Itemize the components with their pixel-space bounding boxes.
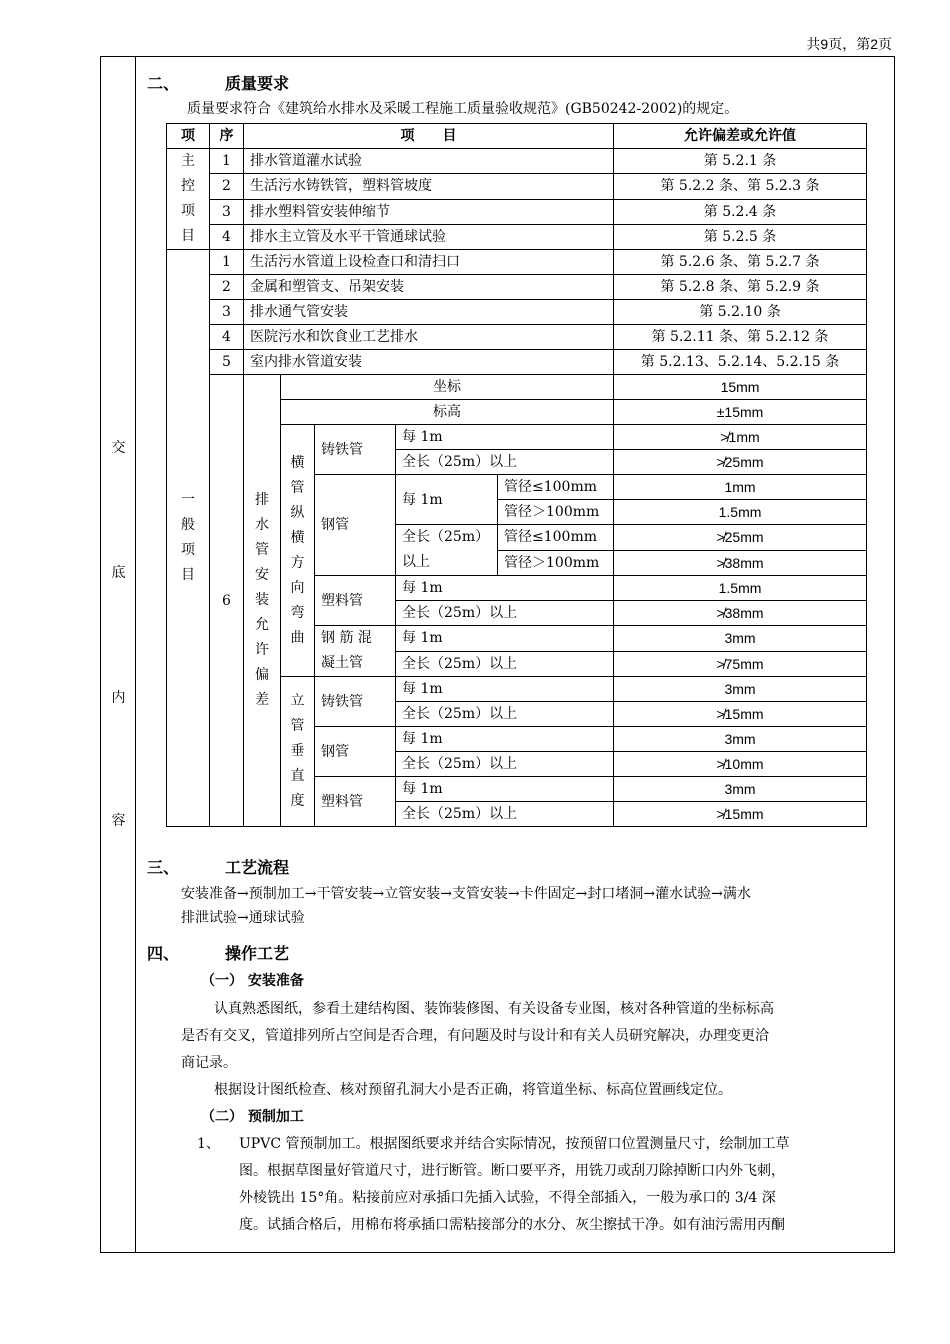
measure-label: 每 1m [396,475,498,525]
measure-label: 每 1m [396,425,614,450]
row-item: 金属和塑管支、吊架安装 [244,275,614,300]
row-value: 3mm [614,626,867,652]
row-number: 1 [210,149,244,174]
row-value: 15mm [614,375,867,400]
section-3-number: 三、 [147,858,180,877]
paragraph-line: 根据设计图纸检查、核对预留孔洞大小是否正确，将管道坐标、标高位置画线定位。 [214,1082,732,1098]
measure-label: 全长（25m）以上 [396,651,614,677]
paragraph-line: 是否有交叉，管道排列所占空间是否合理，有问题及时与设计和有关人员研究解决，办理变更洽 [181,1028,769,1044]
drain-deviation-label: 排 水 管 安 装 允 许 偏 差 [244,375,281,827]
diameter-label: 管径＞100mm [498,550,614,576]
section-2-number: 二、 [147,74,180,93]
section-3-heading: 工艺流程 [225,858,290,877]
row-value: 1mm [614,475,867,500]
diameter-label: 管径≤100mm [498,475,614,500]
row-number: 3 [210,300,244,325]
row-value: 3mm [614,677,867,702]
side-column [101,57,136,1252]
table-row [167,149,867,174]
measure-label: 全长（25m） 以上 [396,525,498,576]
measure-label: 全长（25m）以上 [396,802,614,827]
row-value: 第 5.2.10 条 [614,300,867,325]
row-number: 1 [210,250,244,275]
row-value: ≯10mm [614,752,867,777]
row-item: 排水主立管及水平干管通球试验 [244,224,614,249]
row-value: ±15mm [614,400,867,425]
row-value: ≯1mm [614,425,867,450]
process-flow-line: 排泄试验→通球试验 [181,910,305,926]
paragraph-line: 图。根据草图量好管道尺寸，进行断管。断口要平齐，用铣刀或刮刀除掉断口内外飞刺， [239,1163,785,1179]
table-row [167,174,867,199]
pipe-type: 铸铁管 [315,425,396,475]
table-row [167,275,867,300]
row-value: 1.5mm [614,500,867,525]
table-row [167,300,867,325]
diameter-label: 管径＞100mm [498,500,614,525]
row-number: 3 [210,199,244,224]
coord-label: 坐标 [281,375,614,400]
table-row [167,350,867,375]
header-cell: 项 [167,124,210,149]
row-value: ≯38mm [614,550,867,576]
header-cell: 允许偏差或允许值 [614,124,867,149]
paragraph-line: 认真熟悉图纸，参看土建结构图、装饰装修图、有关设备专业图，核对各种管道的坐标标高 [214,1001,774,1017]
horizontal-bend-label: 横 管 纵 横 方 向 弯 曲 [281,425,315,677]
row-value: 第 5.2.1 条 [614,149,867,174]
general-items-label: 一 般 项 目 [167,250,210,827]
pipe-type: 钢 筋 混 凝土管 [315,626,396,677]
table-row [167,250,867,275]
measure-label: 全长（25m）以上 [396,702,614,727]
subsection-heading: （一） 安装准备 [201,973,304,989]
row-item: 生活污水管道上设检查口和清扫口 [244,250,614,275]
section-2-heading: 质量要求 [225,74,290,93]
row-value: ≯25mm [614,525,867,551]
side-label-char: 交 [111,440,126,456]
row-number: 4 [210,224,244,249]
list-number: 1、 [197,1136,220,1152]
pipe-type: 塑料管 [315,777,396,827]
verticality-label: 立 管 垂 直 度 [281,677,315,827]
pipe-type: 钢管 [315,475,396,576]
row-value: ≯75mm [614,651,867,677]
section-2-intro: 质量要求符合《建筑给水排水及采暖工程施工质量验收规范》(GB50242-2002)的规定。 [187,101,739,117]
main-control-label: 主 控 项 目 [167,149,210,250]
diameter-label: 管径≤100mm [498,525,614,551]
row-item: 排水管道灌水试验 [244,149,614,174]
side-label-char: 底 [111,565,126,581]
row-item: 排水通气管安装 [244,300,614,325]
table-header-row [167,124,867,149]
header-cell: 序 [210,124,244,149]
measure-label: 每 1m [396,777,614,802]
measure-label: 每 1m [396,727,614,752]
paragraph-line: UPVC 管预制加工。根据图纸要求并结合实际情况，按预留口位置测量尺寸，绘制加工草 [239,1136,790,1152]
row-number: 2 [210,174,244,199]
paragraph-line: 商记录。 [181,1055,237,1071]
measure-label: 每 1m [396,626,614,652]
row-number: 4 [210,325,244,350]
row-value: ≯25mm [614,450,867,475]
pipe-type: 铸铁管 [315,677,396,727]
paragraph-line: 度。试插合格后，用棉布将承插口需粘接部分的水分、灰尘擦拭干净。如有油污需用丙酮 [239,1217,785,1233]
page-indicator: 共9页，第2页 [806,36,892,52]
process-flow-line: 安装准备→预制加工→干管安装→立管安装→支管安装→卡件固定→封口堵洞→灌水试验→满水 [181,886,751,902]
row-value: ≯15mm [614,702,867,727]
row-number: 2 [210,275,244,300]
table-row [167,199,867,224]
side-label-char: 容 [111,813,126,829]
measure-label: 全长（25m）以上 [396,601,614,626]
paragraph-line: 外棱铣出 15°角。粘接前应对承插口先插入试验，不得全部插入，一般为承口的 3/4 深 [239,1190,776,1206]
table-row [167,325,867,350]
row-value: 第 5.2.11 条、第 5.2.12 条 [614,325,867,350]
row-item: 排水塑料管安装伸缩节 [244,199,614,224]
row-value: 第 5.2.8 条、第 5.2.9 条 [614,275,867,300]
section-4-number: 四、 [147,944,180,963]
quality-table [166,123,867,827]
row-value: 第 5.2.4 条 [614,199,867,224]
elevation-label: 标高 [281,400,614,425]
document-frame [100,56,895,1253]
measure-label: 全长（25m）以上 [396,450,614,475]
row-number: 6 [210,375,244,827]
row-item: 生活污水铸铁管，塑料管坡度 [244,174,614,199]
row-item: 医院污水和饮食业工艺排水 [244,325,614,350]
row-value: 第 5.2.5 条 [614,224,867,249]
table-row [167,375,867,400]
row-value: 第 5.2.2 条、第 5.2.3 条 [614,174,867,199]
row-value: 3mm [614,777,867,802]
subsection-heading: （二） 预制加工 [201,1109,304,1125]
measure-label: 每 1m [396,677,614,702]
row-value: 第 5.2.13、5.2.14、5.2.15 条 [614,350,867,375]
table-row [167,224,867,249]
measure-label: 每 1m [396,576,614,601]
header-cell: 项 目 [244,124,614,149]
row-value: 3mm [614,727,867,752]
row-value: 1.5mm [614,576,867,601]
row-value: ≯38mm [614,601,867,626]
section-4-heading: 操作工艺 [225,944,290,963]
pipe-type: 钢管 [315,727,396,777]
side-label-char: 内 [111,690,126,706]
row-item: 室内排水管道安装 [244,350,614,375]
pipe-type: 塑料管 [315,576,396,626]
row-number: 5 [210,350,244,375]
measure-label: 全长（25m）以上 [396,752,614,777]
row-value: ≯15mm [614,802,867,827]
row-value: 第 5.2.6 条、第 5.2.7 条 [614,250,867,275]
